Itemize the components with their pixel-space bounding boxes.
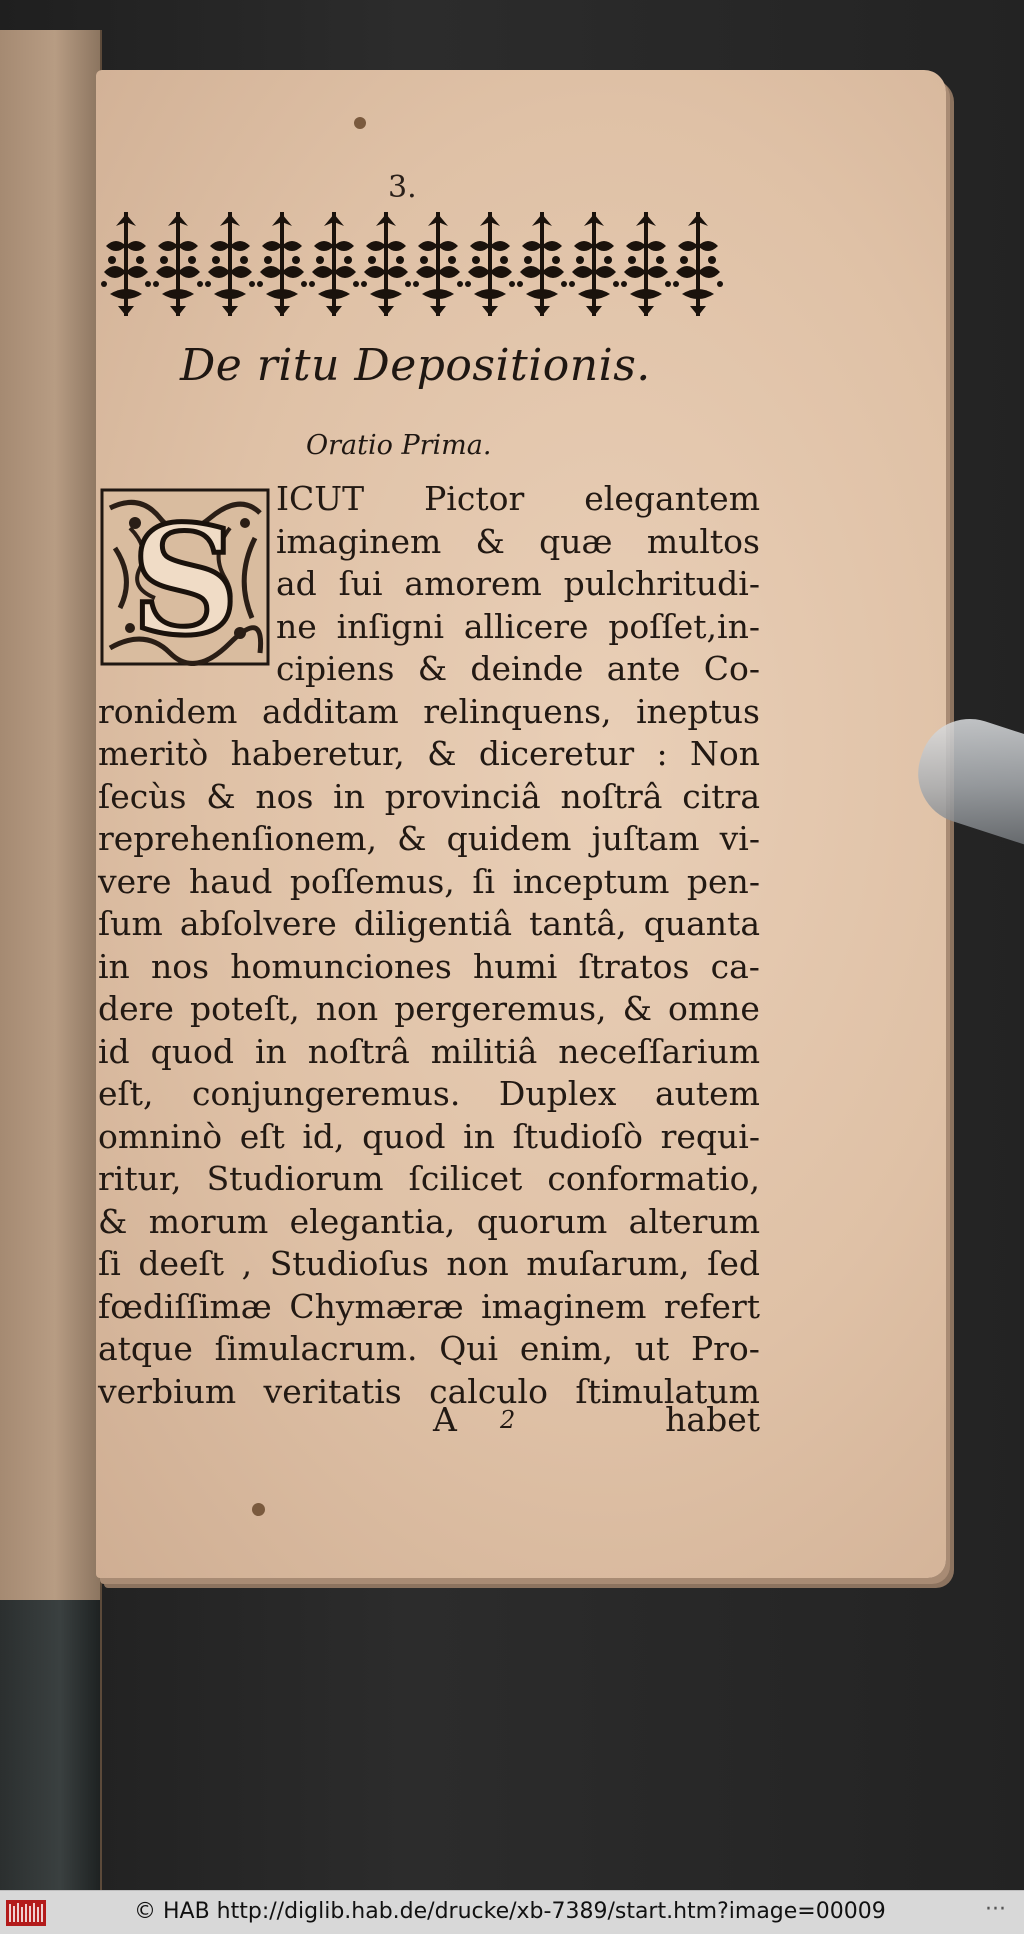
text-word: quæ bbox=[539, 521, 613, 561]
text-line bbox=[98, 1328, 760, 1371]
text-word: poteſt, bbox=[190, 989, 300, 1028]
initial-letter: S bbox=[130, 493, 240, 666]
text-word: multos bbox=[646, 521, 760, 561]
ornament-border bbox=[100, 200, 730, 325]
left-spine bbox=[0, 1600, 100, 1890]
text-word: ante bbox=[606, 649, 681, 688]
text-word: ſecùs bbox=[98, 776, 187, 816]
text-word: citra bbox=[682, 776, 760, 816]
page-subtitle: Oratio Prima. bbox=[306, 430, 492, 461]
text-word: muſarum, bbox=[526, 1244, 690, 1283]
ornament-motif bbox=[153, 212, 203, 316]
text-word: abſolvere bbox=[179, 904, 337, 943]
text-word: juſtam bbox=[591, 819, 700, 858]
text-word: ca- bbox=[710, 946, 760, 986]
text-word: Duplex bbox=[498, 1074, 617, 1113]
text-line bbox=[98, 988, 760, 1031]
text-word: & bbox=[397, 819, 427, 858]
text-word: poſſemus, bbox=[289, 861, 455, 901]
text-word: ſtratos bbox=[578, 946, 690, 986]
text-word: Pro- bbox=[690, 1329, 760, 1368]
text-line bbox=[98, 521, 760, 564]
text-word: deeſt bbox=[138, 1244, 225, 1283]
text-word: ſimulacrum. bbox=[214, 1329, 418, 1368]
text-word: ronidem bbox=[98, 691, 238, 731]
text-word: & bbox=[417, 649, 448, 688]
ornament-motif bbox=[413, 212, 463, 316]
text-word: id, bbox=[302, 1116, 345, 1156]
ornament-motif bbox=[465, 212, 515, 316]
text-word: ut bbox=[634, 1329, 670, 1368]
signature-mark: A bbox=[433, 1400, 457, 1439]
text-line bbox=[98, 818, 760, 861]
text-word: ſtimulatum bbox=[575, 1371, 760, 1411]
text-word: in bbox=[98, 946, 130, 986]
text-word: allicere bbox=[463, 606, 589, 646]
text-word: quidem bbox=[446, 819, 572, 858]
text-word: omne bbox=[667, 989, 760, 1028]
text-word: ad bbox=[276, 564, 317, 603]
text-line bbox=[98, 946, 760, 989]
text-line bbox=[98, 1073, 760, 1116]
text-line bbox=[98, 691, 760, 734]
text-word: nos bbox=[150, 946, 210, 986]
text-word: deinde bbox=[470, 649, 584, 688]
text-word: elegantia, bbox=[289, 1201, 456, 1241]
text-word: imaginem bbox=[481, 1286, 647, 1326]
text-word: calculo bbox=[429, 1371, 548, 1411]
text-word: reprehenſionem, bbox=[98, 819, 377, 858]
text-word: ſum bbox=[98, 904, 163, 943]
text-word: ineptus bbox=[636, 691, 760, 731]
text-word: ſtudioſò bbox=[512, 1116, 643, 1156]
text-word: quod bbox=[150, 1031, 235, 1071]
text-word: amorem bbox=[404, 564, 542, 603]
text-line bbox=[98, 1158, 760, 1201]
text-line bbox=[98, 733, 760, 776]
signature-number: 2 bbox=[500, 1406, 516, 1434]
text-word: & bbox=[98, 1201, 128, 1241]
text-word: poſſet,in- bbox=[608, 606, 760, 646]
text-line bbox=[98, 776, 760, 819]
ornament-motif bbox=[361, 212, 411, 316]
catchword: habet bbox=[665, 1400, 760, 1439]
page-title: De ritu Depositionis. bbox=[180, 340, 651, 391]
ornament-motif bbox=[517, 212, 567, 316]
text-word: , bbox=[241, 1244, 253, 1283]
text-word: inſigni bbox=[336, 606, 445, 646]
text-word: in bbox=[333, 776, 365, 816]
text-word: pulchritudi- bbox=[563, 564, 760, 603]
text-word: provinciâ bbox=[384, 776, 541, 816]
hab-logo-icon bbox=[6, 1900, 46, 1926]
text-line bbox=[98, 563, 760, 606]
more-menu-icon[interactable]: ··· bbox=[985, 1897, 1006, 1922]
text-word: refert bbox=[663, 1286, 760, 1326]
text-word: Qui bbox=[439, 1329, 499, 1368]
ornament-motif bbox=[257, 212, 307, 316]
text-word: pen- bbox=[686, 861, 760, 901]
text-line bbox=[98, 648, 760, 691]
text-word: & bbox=[427, 734, 457, 773]
text-word: Studiorum bbox=[206, 1159, 384, 1198]
ornament-motif bbox=[569, 212, 619, 316]
text-word: fœdiſſimæ bbox=[98, 1286, 272, 1326]
text-word: enim, bbox=[519, 1329, 613, 1368]
page-number: 3. bbox=[388, 170, 417, 205]
text-word: quod bbox=[362, 1116, 446, 1156]
credit-link[interactable]: © HAB http://diglib.hab.de/drucke/xb-7389/start.htm?image=00009 bbox=[134, 1899, 886, 1924]
text-word: elegantem bbox=[584, 479, 760, 518]
text-word: morum bbox=[148, 1201, 269, 1241]
text-word: Pictor bbox=[424, 479, 525, 518]
text-line bbox=[98, 1201, 760, 1244]
text-word: eſt bbox=[239, 1116, 285, 1156]
text-word: conformatio, bbox=[547, 1159, 760, 1198]
text-word: non bbox=[446, 1244, 509, 1283]
ornament-motif bbox=[621, 212, 671, 316]
text-word: Chymæræ bbox=[289, 1286, 464, 1326]
text-word: humi bbox=[472, 946, 558, 986]
ornament-motif bbox=[205, 212, 255, 316]
text-word: diceretur bbox=[478, 734, 635, 773]
text-line bbox=[98, 606, 760, 649]
text-word: vi- bbox=[719, 819, 760, 858]
text-word: homunciones bbox=[230, 946, 452, 986]
text-word: imaginem bbox=[276, 521, 442, 561]
text-word: & bbox=[206, 776, 236, 816]
text-line bbox=[98, 903, 760, 946]
text-word: Non bbox=[690, 734, 760, 773]
text-word: relinquens, bbox=[423, 691, 612, 731]
text-word: haud bbox=[189, 861, 273, 901]
text-word: omninò bbox=[98, 1116, 223, 1156]
body-text bbox=[98, 478, 760, 1413]
text-word: pergeremus, bbox=[394, 989, 607, 1028]
text-word: verbium bbox=[98, 1371, 237, 1411]
text-word: diligentiâ bbox=[353, 904, 512, 943]
paper-spot bbox=[252, 1503, 265, 1516]
text-word: ſcilicet bbox=[408, 1159, 523, 1198]
paper-spot bbox=[354, 117, 366, 129]
text-word: Studioſus bbox=[269, 1244, 429, 1283]
text-word: & bbox=[622, 989, 652, 1028]
text-word: requi- bbox=[660, 1116, 760, 1156]
text-word: atque bbox=[98, 1329, 193, 1368]
text-word: : bbox=[656, 734, 668, 773]
text-word: ſui bbox=[338, 564, 383, 603]
text-word: alterum bbox=[628, 1201, 760, 1241]
ornament-motif bbox=[673, 212, 723, 316]
text-word: quorum bbox=[476, 1201, 608, 1241]
text-line bbox=[98, 861, 760, 904]
text-word: tantâ, bbox=[529, 904, 627, 943]
text-word: vere bbox=[98, 861, 172, 901]
text-word: & bbox=[475, 521, 505, 561]
text-word: ſi bbox=[98, 1244, 121, 1283]
text-line bbox=[98, 1031, 760, 1074]
credit-bar bbox=[0, 1890, 1024, 1934]
text-word: cipiens bbox=[276, 649, 395, 688]
text-word: ritur, bbox=[98, 1159, 182, 1198]
text-word: in bbox=[463, 1116, 495, 1156]
text-word: veritatis bbox=[263, 1371, 402, 1411]
ornament-motif bbox=[101, 212, 151, 316]
text-word: ICUT bbox=[276, 479, 365, 518]
signature-line bbox=[98, 1400, 760, 1444]
text-word: noſtrâ bbox=[560, 776, 663, 816]
text-line bbox=[98, 1286, 760, 1329]
text-word: neceſſarium bbox=[558, 1031, 760, 1071]
text-word: militiâ bbox=[430, 1031, 538, 1071]
text-word: ſed bbox=[707, 1244, 760, 1283]
text-line bbox=[98, 1243, 760, 1286]
text-word: inceptum bbox=[512, 861, 670, 901]
text-line bbox=[98, 1116, 760, 1159]
text-word: Co- bbox=[703, 649, 760, 688]
text-word: dere bbox=[98, 989, 174, 1028]
text-word: non bbox=[315, 989, 379, 1028]
text-word: autem bbox=[654, 1074, 760, 1113]
text-word: meritò bbox=[98, 734, 209, 773]
text-line bbox=[98, 478, 760, 521]
ornament-motif bbox=[309, 212, 359, 316]
text-word: in bbox=[255, 1031, 287, 1071]
text-word: id bbox=[98, 1031, 130, 1071]
text-word: quanta bbox=[643, 904, 760, 943]
text-word: noſtrâ bbox=[307, 1031, 410, 1071]
text-word: ſi bbox=[472, 861, 496, 901]
text-word: conjungeremus. bbox=[192, 1074, 461, 1113]
text-word: ne bbox=[276, 606, 317, 646]
text-word: additam bbox=[261, 691, 399, 731]
text-word: haberetur, bbox=[230, 734, 405, 773]
text-word: eſt, bbox=[98, 1074, 154, 1113]
text-word: nos bbox=[255, 776, 314, 816]
